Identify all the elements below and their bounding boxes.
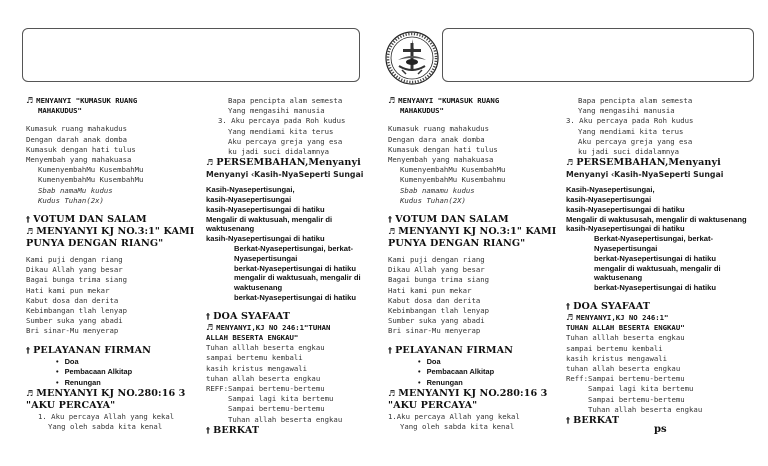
section-heading: ♬ PERSEMBAHAN,Menyanyi bbox=[206, 157, 361, 169]
lyric-line: Kebimbangan tlah lenyap bbox=[388, 306, 490, 316]
section-heading: † DOA SYAFAAT bbox=[206, 310, 291, 322]
cross-icon: † bbox=[26, 345, 31, 355]
lyric-line: Berkat-Nyasepertisungai, berkat-Nyasepertisungai bbox=[234, 244, 354, 263]
lyric-line: Mengalir di waktusuah, mengalir di waktusenang bbox=[206, 214, 333, 234]
lyric-line: Yang mengasihi manusia bbox=[578, 106, 675, 116]
lyric-line: Kami puji dengan riang bbox=[26, 255, 123, 265]
song-title: ♬ MENYANYI "KUMASUK RUANG bbox=[26, 96, 138, 105]
lyric-line: Menyembah yang mahakuasa bbox=[388, 155, 494, 165]
list-item: • Doa bbox=[418, 357, 564, 368]
list-item: • Pembacaan Alkitap bbox=[418, 367, 564, 378]
list-item: • Doa bbox=[56, 357, 202, 368]
song-title: ♬ MENYANYI KJ NO.3:1" KAMI bbox=[388, 226, 557, 238]
lyric-line: Kabut dosa dan derita bbox=[388, 295, 481, 305]
lyric-line: kasih-Nyasepertisungai bbox=[206, 195, 292, 205]
lyric-line: Kumasuk dengan hati tulus bbox=[26, 144, 136, 154]
cross-icon: † bbox=[566, 301, 571, 311]
list-item: • Pembacaan Alkitap bbox=[56, 367, 202, 378]
section-heading: † BERKAT bbox=[566, 415, 620, 427]
lyric-line: Menyembah yang mahakuasa bbox=[26, 155, 132, 165]
lyric-line: Kami puji dengan riang bbox=[388, 255, 485, 265]
lyric-line: Bagai bunga trima siang bbox=[388, 275, 490, 285]
lyric-line: KumenyembahMu Kusembahmu bbox=[400, 175, 506, 185]
lyric-line: Mengalir di waktususah, mengalir di waktusenang bbox=[566, 214, 747, 224]
cross-icon: † bbox=[26, 215, 31, 225]
left-page-column-1 bbox=[26, 96, 202, 433]
lyric-line: Aku percaya greja yang esa bbox=[228, 136, 343, 146]
music-note-icon: ♬ bbox=[26, 96, 34, 105]
right-page-column-2 bbox=[566, 96, 752, 427]
section-heading: † PELAYANAN FIRMAN bbox=[26, 344, 152, 356]
bullet-list bbox=[26, 357, 202, 389]
lyric-line: Hati kami pun mekar bbox=[388, 285, 472, 295]
song-subtitle: Menyanyi ‹Kasih-NyaSeperti Sungai bbox=[206, 170, 364, 180]
lyric-line: Yang mengasihi manusia bbox=[228, 106, 325, 116]
lyric-line: berkat-Nyasepertisungai di hatiku bbox=[594, 253, 716, 263]
song-title-cont: PUNYA DENGAN RIANG" bbox=[388, 238, 526, 250]
cross-icon: † bbox=[206, 311, 211, 321]
song-title: ♬ MENYANYI KJ NO.280:16 3 bbox=[388, 388, 548, 400]
song-title-cont: MAHAKUDUS" bbox=[400, 106, 444, 116]
song-title: ♬ MENYANYI KJ NO.280:16 3 bbox=[26, 388, 186, 400]
ps-mark: ps bbox=[654, 424, 667, 435]
lyric-line: berkat-Nyasepertisungai di hatiku bbox=[594, 283, 716, 293]
church-logo-icon bbox=[384, 30, 440, 86]
lyric-line: kasih-Nyasepertisungai bbox=[566, 195, 652, 205]
lyric-line: Tuhan allah beserta engkau bbox=[588, 404, 703, 414]
lyric-line: Kasih-Nyasepertisungai, bbox=[206, 185, 295, 195]
section-heading: † VOTUM DAN SALAM bbox=[26, 214, 147, 226]
left-page-column-2 bbox=[206, 96, 382, 437]
lyric-line: Reff:Sampai bertemu-bertemu bbox=[566, 374, 685, 384]
music-note-icon: ♬ bbox=[566, 312, 574, 322]
lyric-line: Hati kami pun mekar bbox=[26, 285, 110, 295]
lyric-line: kasih-Nyasepertisungai di hatiku bbox=[206, 234, 325, 244]
cross-icon: † bbox=[206, 425, 211, 435]
lyric-line: kasih-Nyasepertisungai di hatiku bbox=[566, 224, 685, 234]
lyric-line: Yang mendiami kita terus bbox=[578, 126, 684, 136]
lyric-line: Bapa pencipta alam semesta bbox=[228, 96, 343, 105]
lyric-line: Sampai lagi kita bertemu bbox=[228, 394, 334, 404]
lyric-line: Kumasuk dengan hati tulus bbox=[388, 144, 498, 154]
lyric-line: Tuhan alllah beserta engkau bbox=[566, 333, 685, 343]
lyric-line: tuhan allah beserta engkau bbox=[206, 373, 321, 383]
music-note-icon: ♬ bbox=[206, 158, 214, 168]
lyric-line: Bapa pencipta alam semesta bbox=[578, 96, 693, 105]
song-title: ♬ MENYANYI KJ NO.3:1" KAMI bbox=[26, 226, 195, 238]
lyric-line: Tuhan alllah beserta engkau bbox=[206, 343, 325, 353]
lyric-line: Sampai lagi kita bertemu bbox=[588, 384, 694, 394]
lyric-line: Yang mendiami kita terus bbox=[228, 126, 334, 136]
lyric-line: Kumasuk ruang mahakudus bbox=[26, 124, 128, 134]
lyric-line: Berkat-Nyasepertisungai, berkat-Nyasepertisungai bbox=[594, 234, 714, 253]
lyric-line: kasih-Nyasepertisungai di hatiku bbox=[566, 204, 685, 214]
lyric-line: Sampai bertemu-bertemu bbox=[228, 404, 325, 414]
music-note-icon: ♬ bbox=[388, 227, 396, 237]
bullet-list bbox=[388, 357, 564, 389]
section-heading: † PELAYANAN FIRMAN bbox=[388, 344, 514, 356]
lyric-line: kasih kristus mengawali bbox=[206, 363, 308, 373]
lyric-line: 3. Aku percaya pada Roh kudus bbox=[218, 116, 346, 126]
lyric-line: Sbab namaMu kudus bbox=[38, 185, 113, 195]
section-heading: † VOTUM DAN SALAM bbox=[388, 214, 509, 226]
lyric-line: berkat-Nyasepertisungai di hatiku bbox=[234, 292, 356, 302]
lyric-line: Dikau Allah yang besar bbox=[26, 265, 123, 275]
music-note-icon: ♬ bbox=[388, 96, 396, 105]
cross-icon: † bbox=[388, 345, 393, 355]
lyric-line: Dengan darah anak domba bbox=[26, 134, 128, 144]
music-note-icon: ♬ bbox=[388, 389, 396, 399]
lyric-line: Tuhan allah beserta engkau bbox=[228, 414, 343, 424]
lyric-line: Kebimbangan tlah lenyap bbox=[26, 306, 128, 316]
lyric-line: Yang oleh sabda kita kenal bbox=[48, 422, 163, 432]
song-title-cont: "AKU PERCAYA" bbox=[26, 400, 116, 412]
lyric-line: Sumber suka yang abadi bbox=[388, 316, 485, 326]
lyric-line: Kasih-Nyasepertisungai, bbox=[566, 185, 655, 195]
lyric-line: REFF:Sampai bertemu-bertemu bbox=[206, 384, 325, 393]
lyric-line: Sumber suka yang abadi bbox=[26, 316, 123, 326]
lyric-line: KumenyembahMu KusembahMu bbox=[38, 175, 144, 185]
lyric-line: KumenyembahMu KusembahMu bbox=[38, 165, 144, 175]
song-subtitle: Menyanyi ‹Kasih-NyaSeperti Sungai bbox=[566, 170, 724, 180]
lyric-line: Bagai bunga trima siang bbox=[26, 275, 128, 285]
lyric-line: Kabut dosa dan derita bbox=[26, 295, 119, 305]
song-title-cont: "AKU PERCAYA" bbox=[388, 400, 478, 412]
lyric-line: 1.Aku percaya Allah yang kekal bbox=[388, 412, 520, 422]
lyric-line: sampai bertemu kembali bbox=[206, 353, 303, 363]
cross-icon: † bbox=[566, 416, 571, 426]
song-title: ♬ MENYANYI,KJ NO 246:1" bbox=[566, 312, 669, 322]
lyric-line: Bri sinar-Mu menyerap bbox=[26, 326, 119, 336]
header-box-left bbox=[22, 28, 360, 82]
song-title-cont: MAHAKUDUS" bbox=[38, 106, 82, 116]
section-heading: † BERKAT bbox=[206, 424, 260, 436]
section-heading: † DOA SYAFAAT bbox=[566, 300, 651, 312]
song-title-cont: ALLAH BESERTA ENGKAU" bbox=[206, 332, 299, 342]
music-note-icon: ♬ bbox=[26, 227, 34, 237]
lyric-line: Sbab namamu kudus bbox=[400, 185, 475, 195]
song-title: ♬ MENYANYI,KJ NO 246:1"TUHAN bbox=[206, 322, 331, 332]
music-note-icon: ♬ bbox=[26, 389, 34, 399]
music-note-icon: ♬ bbox=[566, 158, 574, 168]
lyric-line: sampai bertemu kembali bbox=[566, 343, 663, 353]
lyric-line: Aku percaya greja yang esa bbox=[578, 136, 693, 146]
song-title-cont: TUHAN ALLAH BESERTA ENGKAU" bbox=[566, 323, 685, 333]
lyric-line: Yang oleh sabda kita kenal bbox=[400, 422, 515, 432]
list-item: • Renungan bbox=[418, 378, 564, 389]
lyric-line: mengalir di waktusuah, mengalir di waktusenang bbox=[594, 263, 721, 283]
lyric-line: Kudus Tuhan(2X) bbox=[400, 195, 466, 205]
lyric-line: ku jadi suci didalamnya bbox=[228, 147, 330, 157]
lyric-line: 3. Aku percaya pada Roh kudus bbox=[566, 116, 694, 126]
song-title: ♬ MENYANYI "KUMASUK RUANG bbox=[388, 96, 500, 105]
list-item: • Renungan bbox=[56, 378, 202, 389]
lyric-line: Bri sinar-Mu menyerap bbox=[388, 326, 481, 336]
right-page-column-1 bbox=[388, 96, 564, 433]
lyric-line: Kumasuk ruang mahakudus bbox=[388, 124, 490, 134]
lyric-line: Sampai bertemu-bertemu bbox=[588, 394, 685, 404]
lyric-line: Dengan dara anak domba bbox=[388, 134, 485, 144]
cross-icon: † bbox=[388, 215, 393, 225]
lyric-line: ku jadi suci didalamnya bbox=[578, 147, 680, 157]
lyric-line: mengalir di waktusuah, mengalir di waktusenang bbox=[234, 273, 361, 293]
lyric-line: Kudus Tuhan(2x) bbox=[38, 195, 104, 205]
section-heading: ♬ PERSEMBAHAN,Menyanyi bbox=[566, 157, 721, 169]
lyric-line: KumenyembahMu KusembahMu bbox=[400, 165, 506, 175]
music-note-icon: ♬ bbox=[206, 322, 214, 332]
header-box-right bbox=[442, 28, 754, 82]
song-title-cont: PUNYA DENGAN RIANG" bbox=[26, 238, 164, 250]
lyric-line: 1. Aku percaya Allah yang kekal bbox=[38, 412, 175, 422]
lyric-line: tuhan allah beserta engkau bbox=[566, 364, 681, 373]
lyric-line: kasih kristus mengawali bbox=[566, 353, 668, 363]
lyric-line: kasih-Nyasepertisungai di hatiku bbox=[206, 204, 325, 214]
lyric-line: berkat-Nyasepertisungai di hatiku bbox=[234, 263, 356, 273]
lyric-line: Dikau Allah yang besar bbox=[388, 265, 485, 275]
